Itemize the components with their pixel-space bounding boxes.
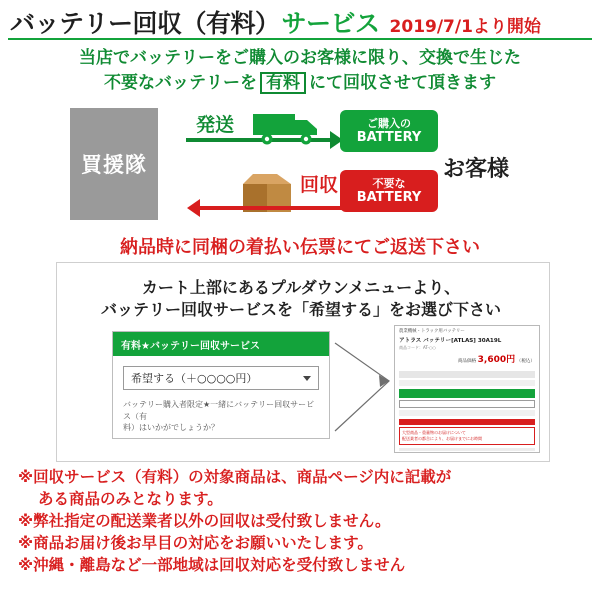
- pulldown-note-line-1: バッテリー購入者限定★一緒にバッテリー回収サービス（有: [123, 400, 315, 421]
- pulldown-note: [123, 399, 319, 434]
- thumb-price-row: [395, 351, 539, 368]
- thumb-text-line: [399, 448, 535, 451]
- thumb-row-placeholder-3: [399, 410, 535, 416]
- thumb-price-tax: （税込）: [516, 359, 535, 364]
- instruction-panel: [56, 262, 550, 462]
- thumb-green-bar: [399, 389, 535, 398]
- pulldown-header: 有料★バッテリー回収サービス: [113, 332, 329, 356]
- pulldown-note-line-2: 料）はいかがでしょうか？: [123, 423, 219, 433]
- new-battery-card: [340, 110, 438, 152]
- old-battery-card: [340, 170, 438, 212]
- new-battery-line2: BATTERY: [356, 129, 422, 145]
- old-battery-line1: 不要な: [372, 176, 406, 190]
- lead-line-2: [0, 71, 600, 96]
- footer-note: ※弊社指定の配送業者以外の回収は受付致しません。: [18, 512, 391, 530]
- return-label: 回収: [300, 174, 339, 196]
- thumb-red-notice-line-1: 大型商品・重量物のお届けについて: [402, 429, 466, 435]
- recycle-service-selected-value: 希望する（＋○○○○円）: [131, 372, 258, 385]
- new-battery-line1: ご購入の: [367, 116, 411, 130]
- instruction-line-1: カート上部にあるプルダウンメニューより、: [141, 278, 461, 297]
- page-header: [10, 4, 594, 38]
- start-date-label: 2019/7/1より開始: [389, 17, 541, 37]
- flow-diagram: [0, 108, 600, 228]
- thumb-row-placeholder-1: [399, 371, 535, 378]
- shop-label: 買援隊: [81, 153, 147, 177]
- lead-text: [0, 46, 600, 95]
- product-page-thumbnail: [394, 325, 540, 453]
- recycle-service-select[interactable]: [123, 366, 319, 390]
- thumb-product-name: アトラス バッテリー[ATLAS] 30A19L: [399, 337, 502, 344]
- thumb-select-box: [399, 400, 535, 408]
- customer-label: お客様: [443, 157, 510, 182]
- page-title-main: バッテリー回収（有料）: [10, 9, 280, 38]
- return-arrow-head: [187, 199, 200, 217]
- chevron-down-icon: [303, 376, 311, 381]
- thumb-text-line: [399, 453, 535, 454]
- shop-block: [70, 108, 158, 220]
- thumb-category: 農業機械・トラック用バッテリー: [399, 329, 465, 334]
- page-title-service: サービス: [281, 9, 380, 38]
- paid-emphasis-box: 有料: [260, 72, 306, 95]
- send-label: 発送: [196, 114, 235, 136]
- old-battery-line2: BATTERY: [356, 189, 422, 205]
- thumb-red-notice-line-2: 配送業者の都合により、お届けまでにお時間: [402, 435, 482, 441]
- thumb-row-placeholder-2: [399, 380, 535, 386]
- lead-line-1: 当店でバッテリーをご購入のお客様に限り、交換で生じた: [79, 48, 521, 68]
- footer-notes: [18, 466, 588, 576]
- callout-arrow: [333, 335, 393, 439]
- footer-note: ※沖縄・離島など一部地域は回収対応を受付致しません: [18, 556, 406, 574]
- return-slip-note: 納品時に同梱の着払い伝票にてご返送下さい: [120, 237, 480, 258]
- footer-note: ※商品お届け後お早目の対応をお願いいたします。: [18, 534, 373, 552]
- thumb-red-bar: [399, 419, 535, 425]
- header-divider: [8, 38, 592, 40]
- pulldown-example: [112, 331, 330, 439]
- lead-line-2-post: にて回収させて頂きます: [309, 72, 496, 93]
- footer-note: ある商品のみとなります。: [38, 490, 223, 508]
- thumb-product-code: 商品コード：AT-○○: [399, 345, 436, 350]
- instruction-line-2: バッテリー回収サービスを「希望する」をお選び下さい: [100, 300, 501, 319]
- truck-icon: [253, 110, 323, 146]
- footer-note: ※回収サービス（有料）の対象商品は、商品ページ内に記載が: [18, 468, 452, 486]
- thumb-text-lines: [399, 448, 535, 454]
- thumb-price-label: 商品価格: [457, 359, 477, 364]
- lead-line-2-pre: 不要なバッテリーを: [104, 72, 257, 93]
- thumb-red-notice: [399, 427, 535, 445]
- thumb-price-value: 3,600円: [477, 355, 516, 365]
